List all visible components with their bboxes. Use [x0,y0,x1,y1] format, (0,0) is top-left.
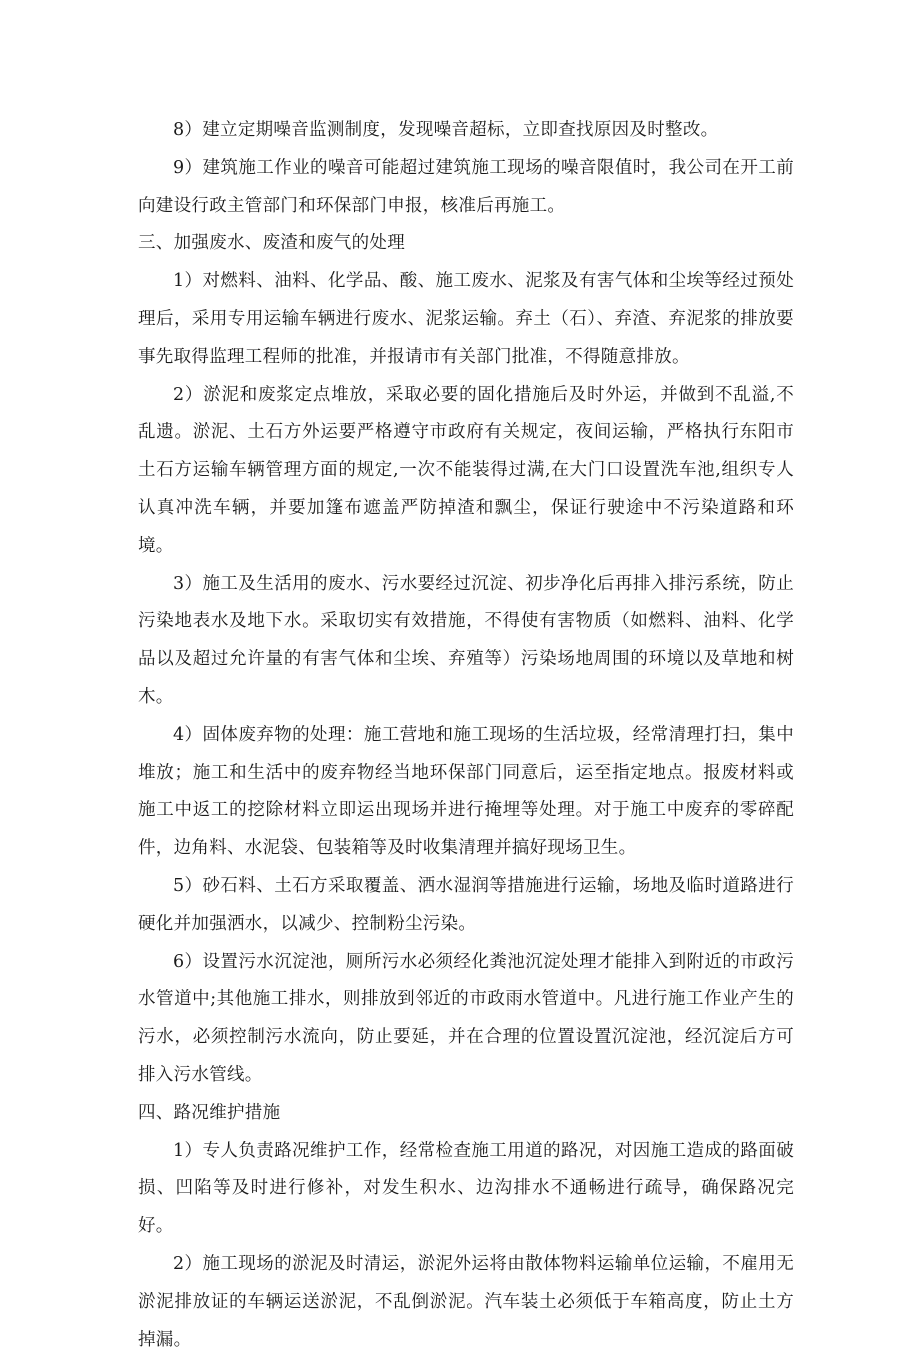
section-heading-4: 四、路况维护措施 [138,1102,281,1123]
paragraph-3-5: 5）砂石料、土石方采取覆盖、洒水湿润等措施进行运输，场地及临时道路进行硬化并加强洒水，以减少、控制粉尘污染。 [138,875,794,934]
section-heading-3: 三、加强废水、废渣和废气的处理 [138,233,405,254]
paragraph-3-3: 3）施工及生活用的废水、污水要经过沉淀、初步净化后再排入排污系统，防止污染地表水及地下水。采取切实有效措施，不得使有害物质（如燃料、油料、化学品以及超过允许量的有害气体和尘埃、弃殖等）污染场地周围的环境以及草地和树木。 [138,573,794,707]
paragraph-8: 8）建立定期噪音监测制度，发现噪音超标，立即查找原因及时整改。 [173,120,719,140]
document-page [138,112,794,1359]
paragraph-4-2: 2）施工现场的淤泥及时清运，淤泥外运将由散体物料运输单位运输，不雇用无淤泥排放证的车辆运送淤泥，不乱倒淤泥。汽车装土必须低于车箱高度，防止土方掉漏。 [138,1253,794,1350]
paragraph-3-4: 4）固体废弃物的处理：施工营地和施工现场的生活垃圾，经常清理打扫，集中堆放；施工和生活中的废弃物经当地环保部门同意后，运至指定地点。报废材料或施工中返工的挖除材料立即运出现场并进行掩埋等处理。对于施工中废弃的零碎配件，边角料、水泥袋、包装箱等及时收集清理并搞好现场卫生。 [138,724,794,859]
paragraph-4-1: 1）专人负责路况维护工作，经常检查施工用道的路况，对因施工造成的路面破损、凹陷等及时进行修补，对发生积水、边沟排水不通畅进行疏导，确保路况完好。 [138,1140,794,1237]
paragraph-3-1: 1）对燃料、油料、化学品、酸、施工废水、泥浆及有害气体和尘埃等经过预处理后，采用专用运输车辆进行废水、泥浆运输。弃土（石）、弃渣、弃泥浆的排放要事先取得监理工程师的批准，并报请市有关部门批准，不得随意排放。 [138,271,794,367]
paragraph-3-2: 2）淤泥和废浆定点堆放，采取必要的固化措施后及时外运，并做到不乱溢,不乱遗。淤泥、土石方外运要严格遵守市政府有关规定，夜间运输，严格执行东阳市土石方运输车辆管理方面的规定,一次不能装得过满,在大门口设置洗车池,组织专人认真冲洗车辆，并要加篷布遮盖严防掉渣和飘尘，保证行驶途中不污染道路和环境。 [138,384,794,556]
paragraph-3-6: 6）设置污水沉淀池，厕所污水必须经化粪池沉淀处理才能排入到附近的市政污水管道中;其他施工排水，则排放到邻近的市政雨水管道中。凡进行施工作业产生的污水，必须控制污水流向，防止要延，并在合理的位置设置沉淀池，经沉淀后方可排入污水管线。 [138,951,794,1085]
paragraph-9: 9）建筑施工作业的噪音可能超过建筑施工现场的噪音限值时，我公司在开工前向建设行政主管部门和环保部门申报，核准后再施工。 [138,157,794,216]
